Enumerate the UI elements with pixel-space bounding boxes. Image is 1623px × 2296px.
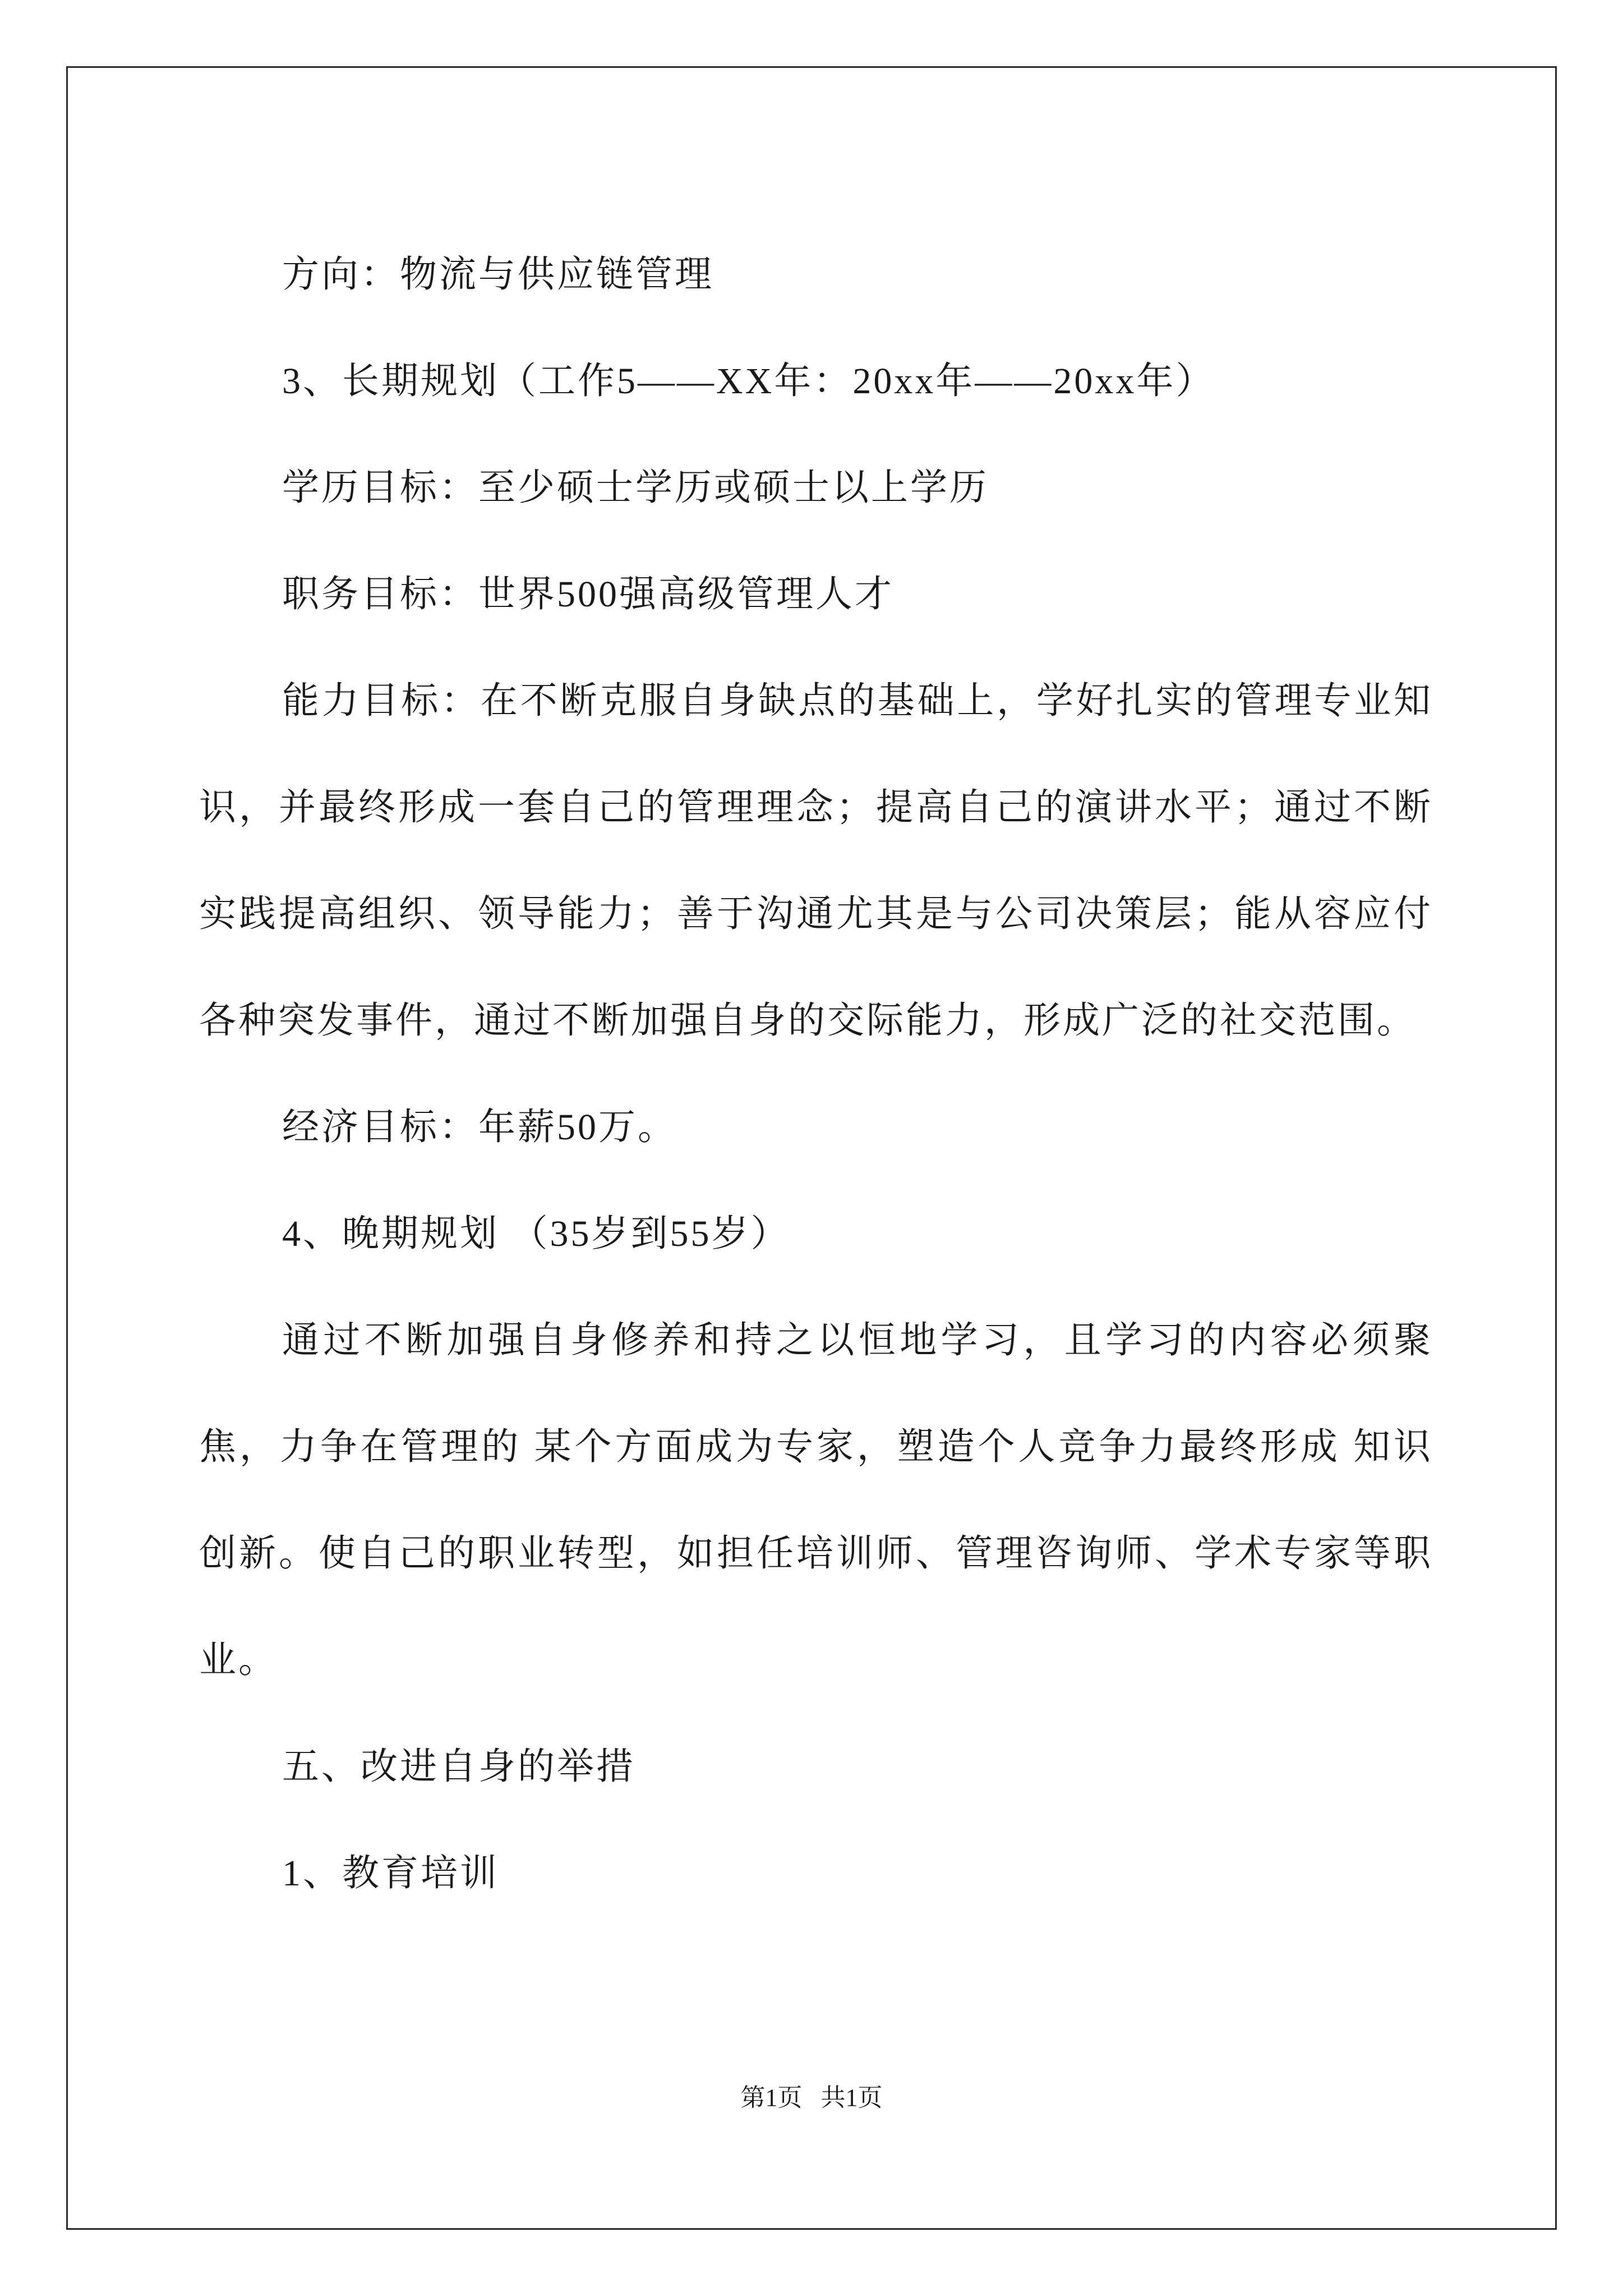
paragraph-late-plan: 4、晚期规划 （35岁到55岁） bbox=[282, 1213, 790, 1254]
paragraph-ability-goal: 能力目标：在不断克服自身缺点的基础上，学好扎实的管理专业知识，并最终形成一套自己的管理理念；提高自己的演讲水平；通过不断实践提高组织、领导能力；善于沟通尤其是与公司决策层；能从容应付各种突发事件，通过不断加强自身的交际能力，形成广泛的社交范围。 bbox=[199, 680, 1433, 1041]
paragraph-education-training: 1、教育培训 bbox=[282, 1853, 499, 1894]
section-heading-improvement: 五、改进自身的举措 bbox=[282, 1746, 635, 1787]
paragraph-long-term-plan: 3、长期规划（工作5——XX年：20xx年——20xx年） bbox=[282, 361, 1215, 402]
page-number: 第1页 共1页 bbox=[740, 2084, 883, 2111]
document-body bbox=[199, 222, 1433, 1927]
paragraph-position-goal: 职务目标：世界500强高级管理人才 bbox=[282, 574, 894, 615]
paragraph-late-plan-detail: 通过不断加强自身修养和持之以恒地学习，且学习的内容必须聚焦，力争在管理的 某个方面成为专家，塑造个人竞争力最终形成 知识创新。使自己的职业转型，如担任培训师、管理咨询师、学术专家等职业。 bbox=[199, 1320, 1433, 1681]
paragraph-education-goal: 学历目标：至少硕士学历或硕士以上学历 bbox=[282, 467, 989, 508]
paragraph-direction: 方向：物流与供应链管理 bbox=[282, 254, 714, 295]
paragraph-economic-goal: 经济目标：年薪50万。 bbox=[282, 1107, 677, 1148]
